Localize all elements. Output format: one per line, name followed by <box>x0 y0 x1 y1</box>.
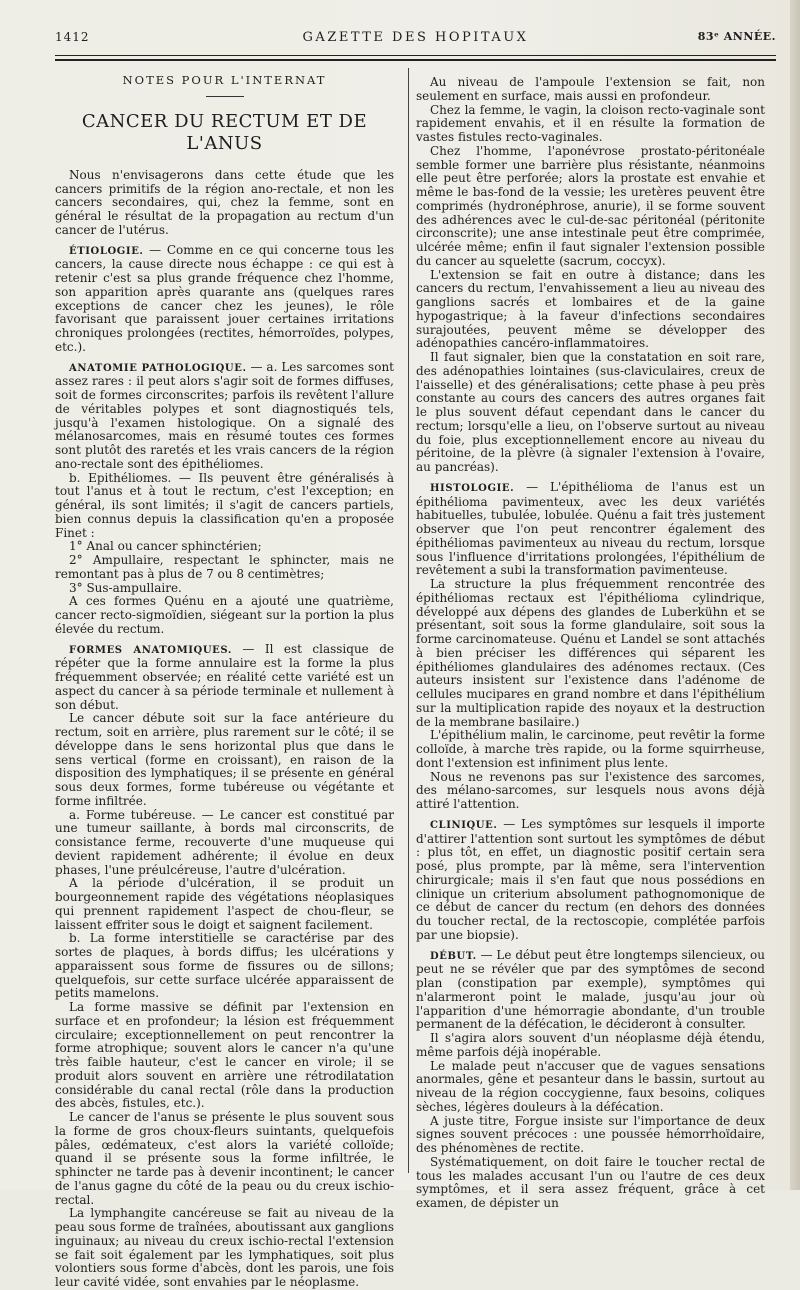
etendu-paragraph: Il s'agira alors souvent d'un néoplasme déjà étendu, même parfois déjà inopérable. <box>416 1031 765 1059</box>
debut-paragraph: Le cancer débute soit sur la face antérieure du rectum, soit en arrière, plus rarement sur le côté; il se développe dans le sens horizontal plus que dans le sens vertical (forme en croissant), en raison de la disposition des lymphatiques; il se présente en général sous deux formes, forme tubéreuse ou végétante et forme infiltrée. <box>55 711 394 808</box>
quenu-paragraph: A ces formes Quénu en a ajouté une quatrième, cancer recto-sigmoïdien, siégeant sur la portion la plus élevée du rectum. <box>55 594 394 636</box>
tubereuse-paragraph: a. Forme tubéreuse. — Le cancer est constitué par une tumeur saillante, à bords mal circonscrits, de consistance ferme, recouverte d'une muqueuse qui devient rapidement adhérente; il évolue en deux phases, l'une préulcéreuse, l'autre d'ulcération. <box>55 807 394 877</box>
structure-paragraph: La structure la plus fréquemment rencontrée des épithéliomas rectaux est l'épithélioma cylindrique, développé aux dépens des glandes de Luberkühn et se présentant, soit sous la forme glandulaire, soit sous la forme carcinomateuse. Quénu et Landel se sont attachés à bien préciser les différences qui séparent les épithéliomes glandulaires des adénomes rectaux. (Ces auteurs insistent sur l'existence dans l'adénome de cellules mucipares en grand nombre et dans l'épithélium sur la multiplication rapide des noyaux et la destruction de la membrane basilaire.) <box>416 577 765 729</box>
anatomie-heading: ANATOMIE PATHOLOGIQUE. <box>69 362 247 374</box>
formes-paragraph <box>55 643 394 713</box>
massive-paragraph: La forme massive se définit par l'extension en surface et en profondeur; la lésion est fréquemment circulaire; exceptionnellement on peut rencontrer la forme atrophique; souvent alors le cancer n'a qu'une très faible hauteur, c'est le cancer en virole; il se produit alors souvent en arrière une rétrodilatation considérable du canal rectal (rôle dans la production des abcès, fistules, etc.). <box>55 1000 394 1111</box>
homme-paragraph: Chez l'homme, l'aponévrose prostato-péritonéale semble former une barrière plus résistante, néanmoins elle peut être perforée; alors la prostate est envahie et même le bas-fond de la vessie; les uretères peuvent être comprimés (hydronéphrose, anurie), il se forme souvent des adhérences avec le cul-de-sac péritonéal (péritonite circonscrite); une anse intestinale peut être comprimée, ulcérée même; enfin il faut signaler l'extension possible du cancer au squelette (sacrum, coccyx). <box>416 143 765 268</box>
malin-paragraph: L'épithélium malin, le carcinome, peut revêtir la forme colloïde, à marche très rapide, ou la forme squirrheuse, dont l'extension est infiniment plus lente. <box>416 728 765 770</box>
list-item: 3° Sus-ampullaire. <box>69 580 182 595</box>
histologie-heading: HISTOLOGIE. <box>430 482 515 494</box>
signaler-paragraph: Il faut signaler, bien que la constatation en soit rare, des adénopathies lointaines (sus-claviculaires, creux de l'aisselle) et des généralisations; cette phase à peu près constante au cours des cancers des autres organes fait le plus souvent défaut cependant dans le cancer du rectum; lorsqu'elle a lieu, on l'observe surtout au niveau du foie, plus exceptionnellement encore au niveau du péritoine, de la plèvre (à signaler l'extension à l'ovaire, au pancréas). <box>416 350 765 474</box>
interstitielle-paragraph: b. La forme interstitielle se caractérise par des sortes de plaques, à bords diffus; les ulcérations y apparaissent sous forme de fissures ou de sillons; quelquefois, sur cette surface ulcérée apparaissent de petits mamelons. <box>55 931 394 1001</box>
section-kicker: NOTES POUR L'INTERNAT <box>122 73 327 87</box>
intro-paragraph: Nous n'envisagerons dans cette étude que les cancers primitifs de la région ano-rectale, et non les cancers secondaires, qui, chez la femme, sont en général le résultat de la propagation au rectum d'un cancer de l'utérus. <box>55 167 394 237</box>
ulceration-paragraph: A la période d'ulcération, il se produit un bourgeonnement rapide des végétations néoplasiques qui prennent rapidement l'aspect de chou-fleur, se laissent effriter sous le doigt et saignent facilement. <box>55 876 394 932</box>
header-rule <box>55 55 776 56</box>
histologie-text: — L'épithélioma de l'anus est un épithélioma pavimenteux, avec les deux variétés habituelles, tubulée, lobulée. Quénu a fait très justement observer que l'on peut rencontrer également des épithéliomas pavimenteux au niveau du rectum, lorsque sous l'influence d'irritations prolongées, l'épithélium de revêtement a subi la transformation pavimenteuse. <box>416 479 765 578</box>
anatomie-paragraph <box>55 361 394 472</box>
etiologie-text: — Comme en ce qui concerne tous les cancers, la cause directe nous échappe : ce qui est à retenir c'est sa plus grande fréquence chez l'homme, son apparition après quarante ans (quelques rares exceptions de cancer chez les jeunes), le rôle favorisant que paraissent jouer certaines irritations chroniques prolongées (rectites, hémorroïdes, polypes, etc.). <box>55 242 394 354</box>
systematique-paragraph: Systématiquement, on doit faire le toucher rectal de tous les malades accusant l'un ou l'autre de ces deux symptômes, et il sera assez fréquent, grâce à cet examen, de dépister un <box>416 1154 765 1210</box>
left-column <box>55 72 395 1289</box>
etiologie-paragraph <box>55 244 394 355</box>
epitheliomes-paragraph: b. Epithéliomes. — Ils peuvent être généralisés à tout l'anus et à tout le rectum, c'est l'exception; en général, ils sont limités; il s'agit de cancers partiels, bien connus depuis la classification qu'en a proposée Finet : <box>55 470 394 540</box>
distance-paragraph: L'extension se fait en outre à distance; dans les cancers du rectum, l'envahissement a lieu au niveau des ganglions sacrés et lombaires et de la gaine hypogastrique; à la faveur d'infections secondaires surajoutées, peuvent même se développer des adénopathies cancéro-inflammatoires. <box>416 267 765 351</box>
page-edge <box>790 0 800 1190</box>
header-rule-thick <box>55 59 776 61</box>
formes-heading: FORMES ANATOMIQUES. <box>69 644 232 656</box>
list-item: 2° Ampullaire, respectant le sphincter, mais ne remontant pas à plus de 7 ou 8 centimètres; <box>55 553 394 581</box>
page-number: 1412 <box>55 30 90 44</box>
etiologie-heading: ÉTIOLOGIE. <box>69 245 144 257</box>
anatomie-text: — a. Les sarcomes sont assez rares : il peut alors s'agir soit de formes diffuses, soit de formes circonscrites; parfois ils revêtent l'allure de véritables polypes et sont diagnostiqués tels, jusqu'à l'examen histologique. On a signalé des mélanosarcomes, mais en résumé toutes ces formes sont plutôt des raretés et les vrais cancers de la région ano-rectale sont des épithéliomes. <box>55 359 394 471</box>
article-title: CANCER DU RECTUM ET DE L'ANUS <box>81 110 368 154</box>
anus-paragraph: Le cancer de l'anus se présente le plus souvent sous la forme de gros choux-fleurs suintants, quelquefois pâles, œdémateux, c'est alors la variété colloïde; quand il se présente sous la forme infiltrée, le sphincter ne tarde pas à devenir incontinent; le cancer de l'anus gagne du côté de la peau ou du creux ischio-rectal. <box>55 1110 394 1207</box>
right-column <box>416 75 765 1210</box>
kicker-divider <box>206 96 244 97</box>
finet-classification-list <box>55 540 394 595</box>
revenons-paragraph: Nous ne revenons pas sur l'existence des sarcomes, des mélano-sarcomes, sur lesquels nous avons déjà attiré l'attention. <box>416 769 765 811</box>
debut-text: — Le début peut être longtemps silencieux, ou peut ne se révéler que par des symptômes de second plan (constipation par exemple), symptômes qui n'alarmeront point le malade, jusqu'au jour où l'apparition d'une hémorragie abondante, d'un trouble permanent de la défécation, le décideront à consulter. <box>416 947 765 1032</box>
list-item: 1° Anal ou cancer sphinctérien; <box>69 539 262 554</box>
forgue-paragraph: A juste titre, Forgue insiste sur l'importance de deux signes souvent précoces : une poussée hémorrhoïdaire, des phénomènes de rectite. <box>416 1113 765 1155</box>
malade-paragraph: Le malade peut n'accuser que de vagues sensations anormales, gêne et pesanteur dans le bassin, surtout au niveau de la région coccygienne, faux besoins, coliques sèches, légères douleurs à la défécation. <box>416 1058 765 1114</box>
debut-clinique-paragraph <box>416 949 765 1033</box>
column-divider <box>408 68 409 1173</box>
lymphangite-paragraph: La lymphangite cancéreuse se fait au niveau de la peau sous forme de traînées, aboutissant aux ganglions inguinaux; au niveau du creux ischio-rectal l'extension se fait soit également par les lymphatiques, soit plus volontiers sous forme d'abcès, dont les parois, une fois leur cavité vidée, sont envahies par le néoplasme. <box>55 1206 394 1289</box>
histologie-paragraph <box>416 481 765 578</box>
clinique-paragraph <box>416 818 765 943</box>
formes-text: — Il est classique de répéter que la forme annulaire est la forme la plus fréquemment observée; en réalité cette variété est un aspect du cancer à sa période terminale et nullement à son début. <box>55 641 395 712</box>
page-header <box>55 30 776 52</box>
year-label: 83ᵉ ANNÉE. <box>697 30 776 43</box>
journal-title: GAZETTE DES HOPITAUX <box>302 30 529 45</box>
clinique-text: — Les symptômes sur lesquels il importe d'attirer l'attention sont surtout les symptômes de début : plus tôt, en effet, un diagnostic positif certain sera posé, plus prompte, par là même, sera l'intervention chirurgicale; mais il s'en faut que nous possédions en clinique un criterium absolument pathognomonique de ce début de cancer du rectum (en dehors des données du toucher rectal, de la rectoscopie, complétée parfois par une biopsie). <box>416 816 765 942</box>
femme-paragraph: Chez la femme, le vagin, la cloison recto-vaginale sont rapidement envahis, et il en résulte la formation de vastes fistules recto-vaginales. <box>416 102 765 144</box>
debut-heading: DÉBUT. <box>430 950 477 962</box>
clinique-heading: CLINIQUE. <box>430 819 498 831</box>
ampoule-paragraph: Au niveau de l'ampoule l'extension se fait, non seulement en surface, mais aussi en profondeur. <box>416 75 765 103</box>
